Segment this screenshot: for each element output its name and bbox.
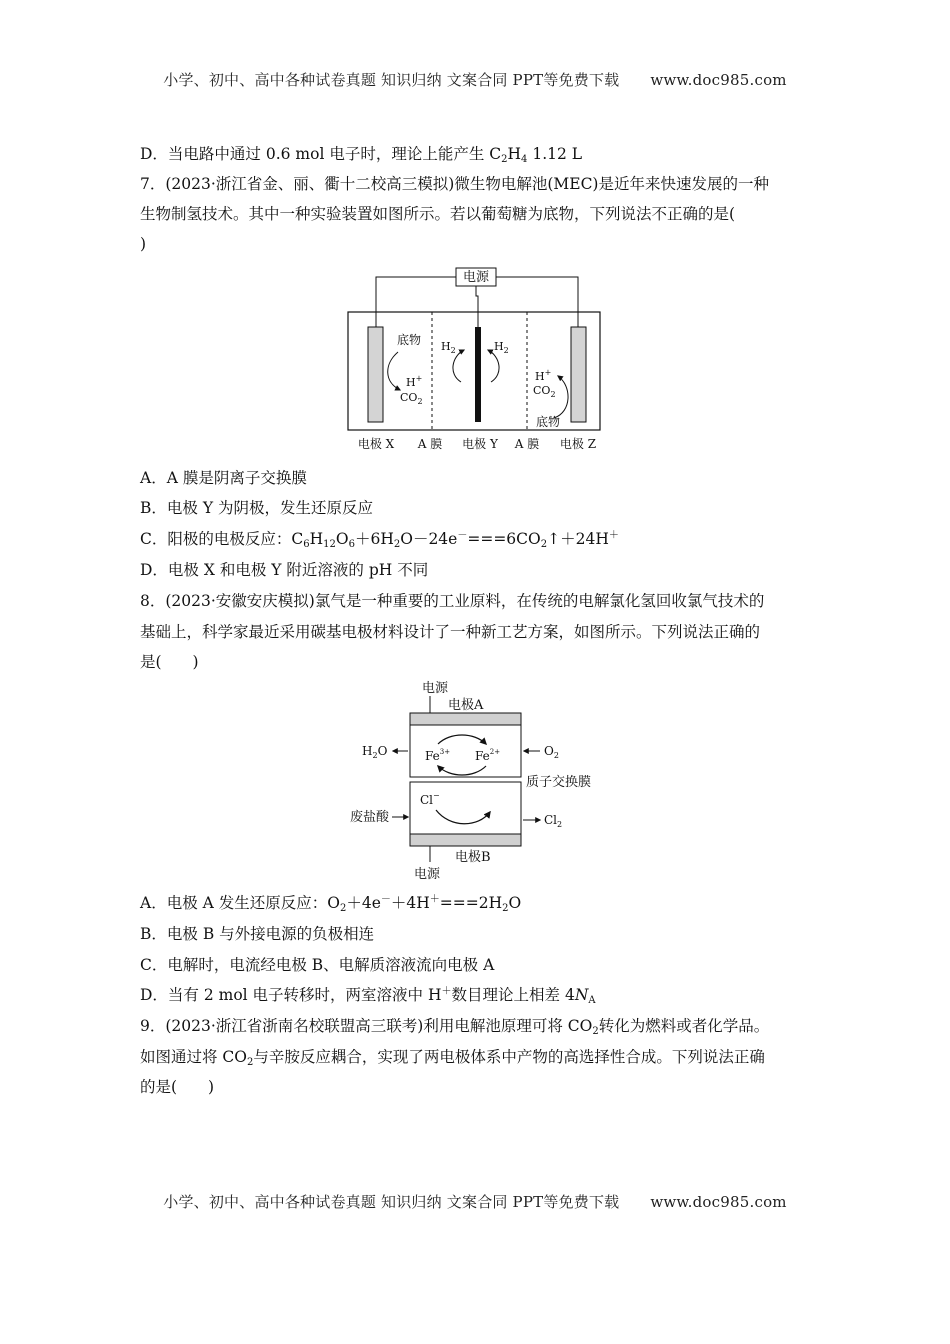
q8-stem-line2: 基础上，科学家最近采用碳基电极材料设计了一种新工艺方案，如图所示。下列说法正确的 — [140, 623, 761, 641]
q7-option-a: A．A 膜是阴离子交换膜 — [140, 469, 307, 487]
q8-option-b: B．电极 B 与外接电源的负极相连 — [140, 925, 375, 943]
q8-cl2: $Cl_2$ — [544, 813, 563, 829]
q7-stem-line2: 生物制氢技术。其中一种实验装置如图所示。若以葡萄糖为底物，下列说法不正确的是( — [140, 205, 736, 223]
q7-electrode-y — [475, 327, 481, 422]
q8-power-top: 电源 — [422, 681, 449, 696]
q7-arrow-right — [554, 376, 568, 418]
q7-h2-right: $H_2$ — [494, 340, 509, 355]
q7-option-d: D．电极 X 和电极 Y 附近溶液的 pH 不同 — [140, 561, 429, 579]
q9-stem-line2: 如图通过将 $CO_2$与辛胺反应耦合，实现了两电极体系中产物的高选择性合成。下列说法正确 — [140, 1048, 765, 1068]
q7-stem-line3: ) — [140, 235, 147, 253]
q6-option-d: D．当电路中通过 0.6 mol 电子时，理论上能产生 $C_2H_4$ 1.12 L — [140, 145, 583, 165]
q8-option-c: C．电解时，电流经电极 B、电解质溶液流向电极 A — [140, 956, 495, 974]
q9-stem-line3: 的是( ) — [140, 1078, 215, 1096]
q7-option-b: B．电极 Y 为阴极，发生还原反应 — [140, 499, 373, 517]
q7-label-y: 电极 Y — [462, 437, 498, 451]
q7-electrode-z — [571, 327, 586, 422]
q7-label-x: 电极 X — [357, 437, 395, 451]
q7-hplus-right: H+ — [535, 368, 552, 383]
q7-label-membrane-2: A 膜 — [514, 437, 540, 451]
q7-label-z: 电极 Z — [559, 437, 597, 451]
q8-electrode-a — [410, 713, 521, 725]
q8-fe3: $Fe^{3+}$ — [425, 748, 451, 763]
q7-co2-left: $CO_2$ — [400, 391, 423, 406]
q8-electrode-b — [410, 834, 521, 846]
q7-power-label: 电源 — [462, 270, 490, 285]
q8-cl-ion: Cl− — [420, 791, 440, 807]
q7-substrate-right: 底物 — [535, 415, 561, 429]
q8-electrode-a-label: 电极A — [448, 698, 484, 713]
q7-hplus-left: H+ — [406, 374, 423, 389]
q7-wire-right — [496, 277, 578, 327]
q8-electrode-b-label: 电极B — [455, 850, 491, 865]
footer-text: 小学、初中、高中各种试卷真题 知识归纳 文案合同 PPT等免费下载 — [163, 1193, 620, 1211]
q8-membrane-label: 质子交换膜 — [526, 775, 592, 790]
header-site-link[interactable]: www.doc985.com — [650, 71, 787, 89]
footer-site-link[interactable]: www.doc985.com — [650, 1193, 787, 1211]
q7-figure — [340, 264, 610, 456]
page-header — [0, 69, 950, 90]
q8-fe2: $Fe^{2+}$ — [475, 748, 501, 763]
header-text: 小学、初中、高中各种试卷真题 知识归纳 文案合同 PPT等免费下载 — [163, 71, 620, 89]
q7-h2-left: $H_2$ — [441, 340, 456, 355]
q7-arrow-mid-right — [488, 350, 499, 382]
q7-co2-right: $CO_2$ — [533, 384, 556, 399]
q8-h2o: $H_2O$ — [362, 744, 388, 760]
q9-stem-line1: 9．(2023·浙江省浙南名校联盟高三联考)利用电解池原理可将 $CO_2$转化为燃料或者化学品。 — [140, 1017, 770, 1037]
q7-option-c: C．阳极的电极反应：$C_6H_{12}O_6+6H_2O-24e^-===6CO_2↑+24H^+$ — [140, 530, 619, 550]
page-footer — [0, 1191, 950, 1212]
q8-option-a: A．电极 A 发生还原反应：$O_2+4e^-+4H^+===2H_2O$ — [140, 894, 522, 914]
q8-power-bottom: 电源 — [414, 867, 441, 882]
q8-waste-acid: 废盐酸 — [350, 810, 390, 825]
q7-substrate-left: 底物 — [396, 333, 422, 347]
q7-wire-middle — [476, 286, 478, 327]
q8-o2: $O_2$ — [544, 744, 559, 760]
q7-electrode-x — [368, 327, 383, 422]
q7-arrow-left — [388, 352, 400, 390]
q8-figure — [350, 678, 620, 888]
q7-stem-line1: 7．(2023·浙江省金、丽、衢十二校高三模拟)微生物电解池(MEC)是近年来快速发展的一种 — [140, 175, 769, 193]
q8-stem-line3: 是( ) — [140, 653, 199, 671]
q8-stem-line1: 8．(2023·安徽安庆模拟)氯气是一种重要的工业原料，在传统的电解氯化氢回收氯气技术的 — [140, 592, 765, 610]
q7-wire-left — [376, 277, 456, 327]
q8-lower-chamber — [410, 782, 521, 834]
q7-label-membrane-1: A 膜 — [417, 437, 443, 451]
q8-option-d: D．当有 2 mol 电子转移时，两室溶液中 H＋数目理论上相差 $4N_A$ — [140, 986, 596, 1006]
